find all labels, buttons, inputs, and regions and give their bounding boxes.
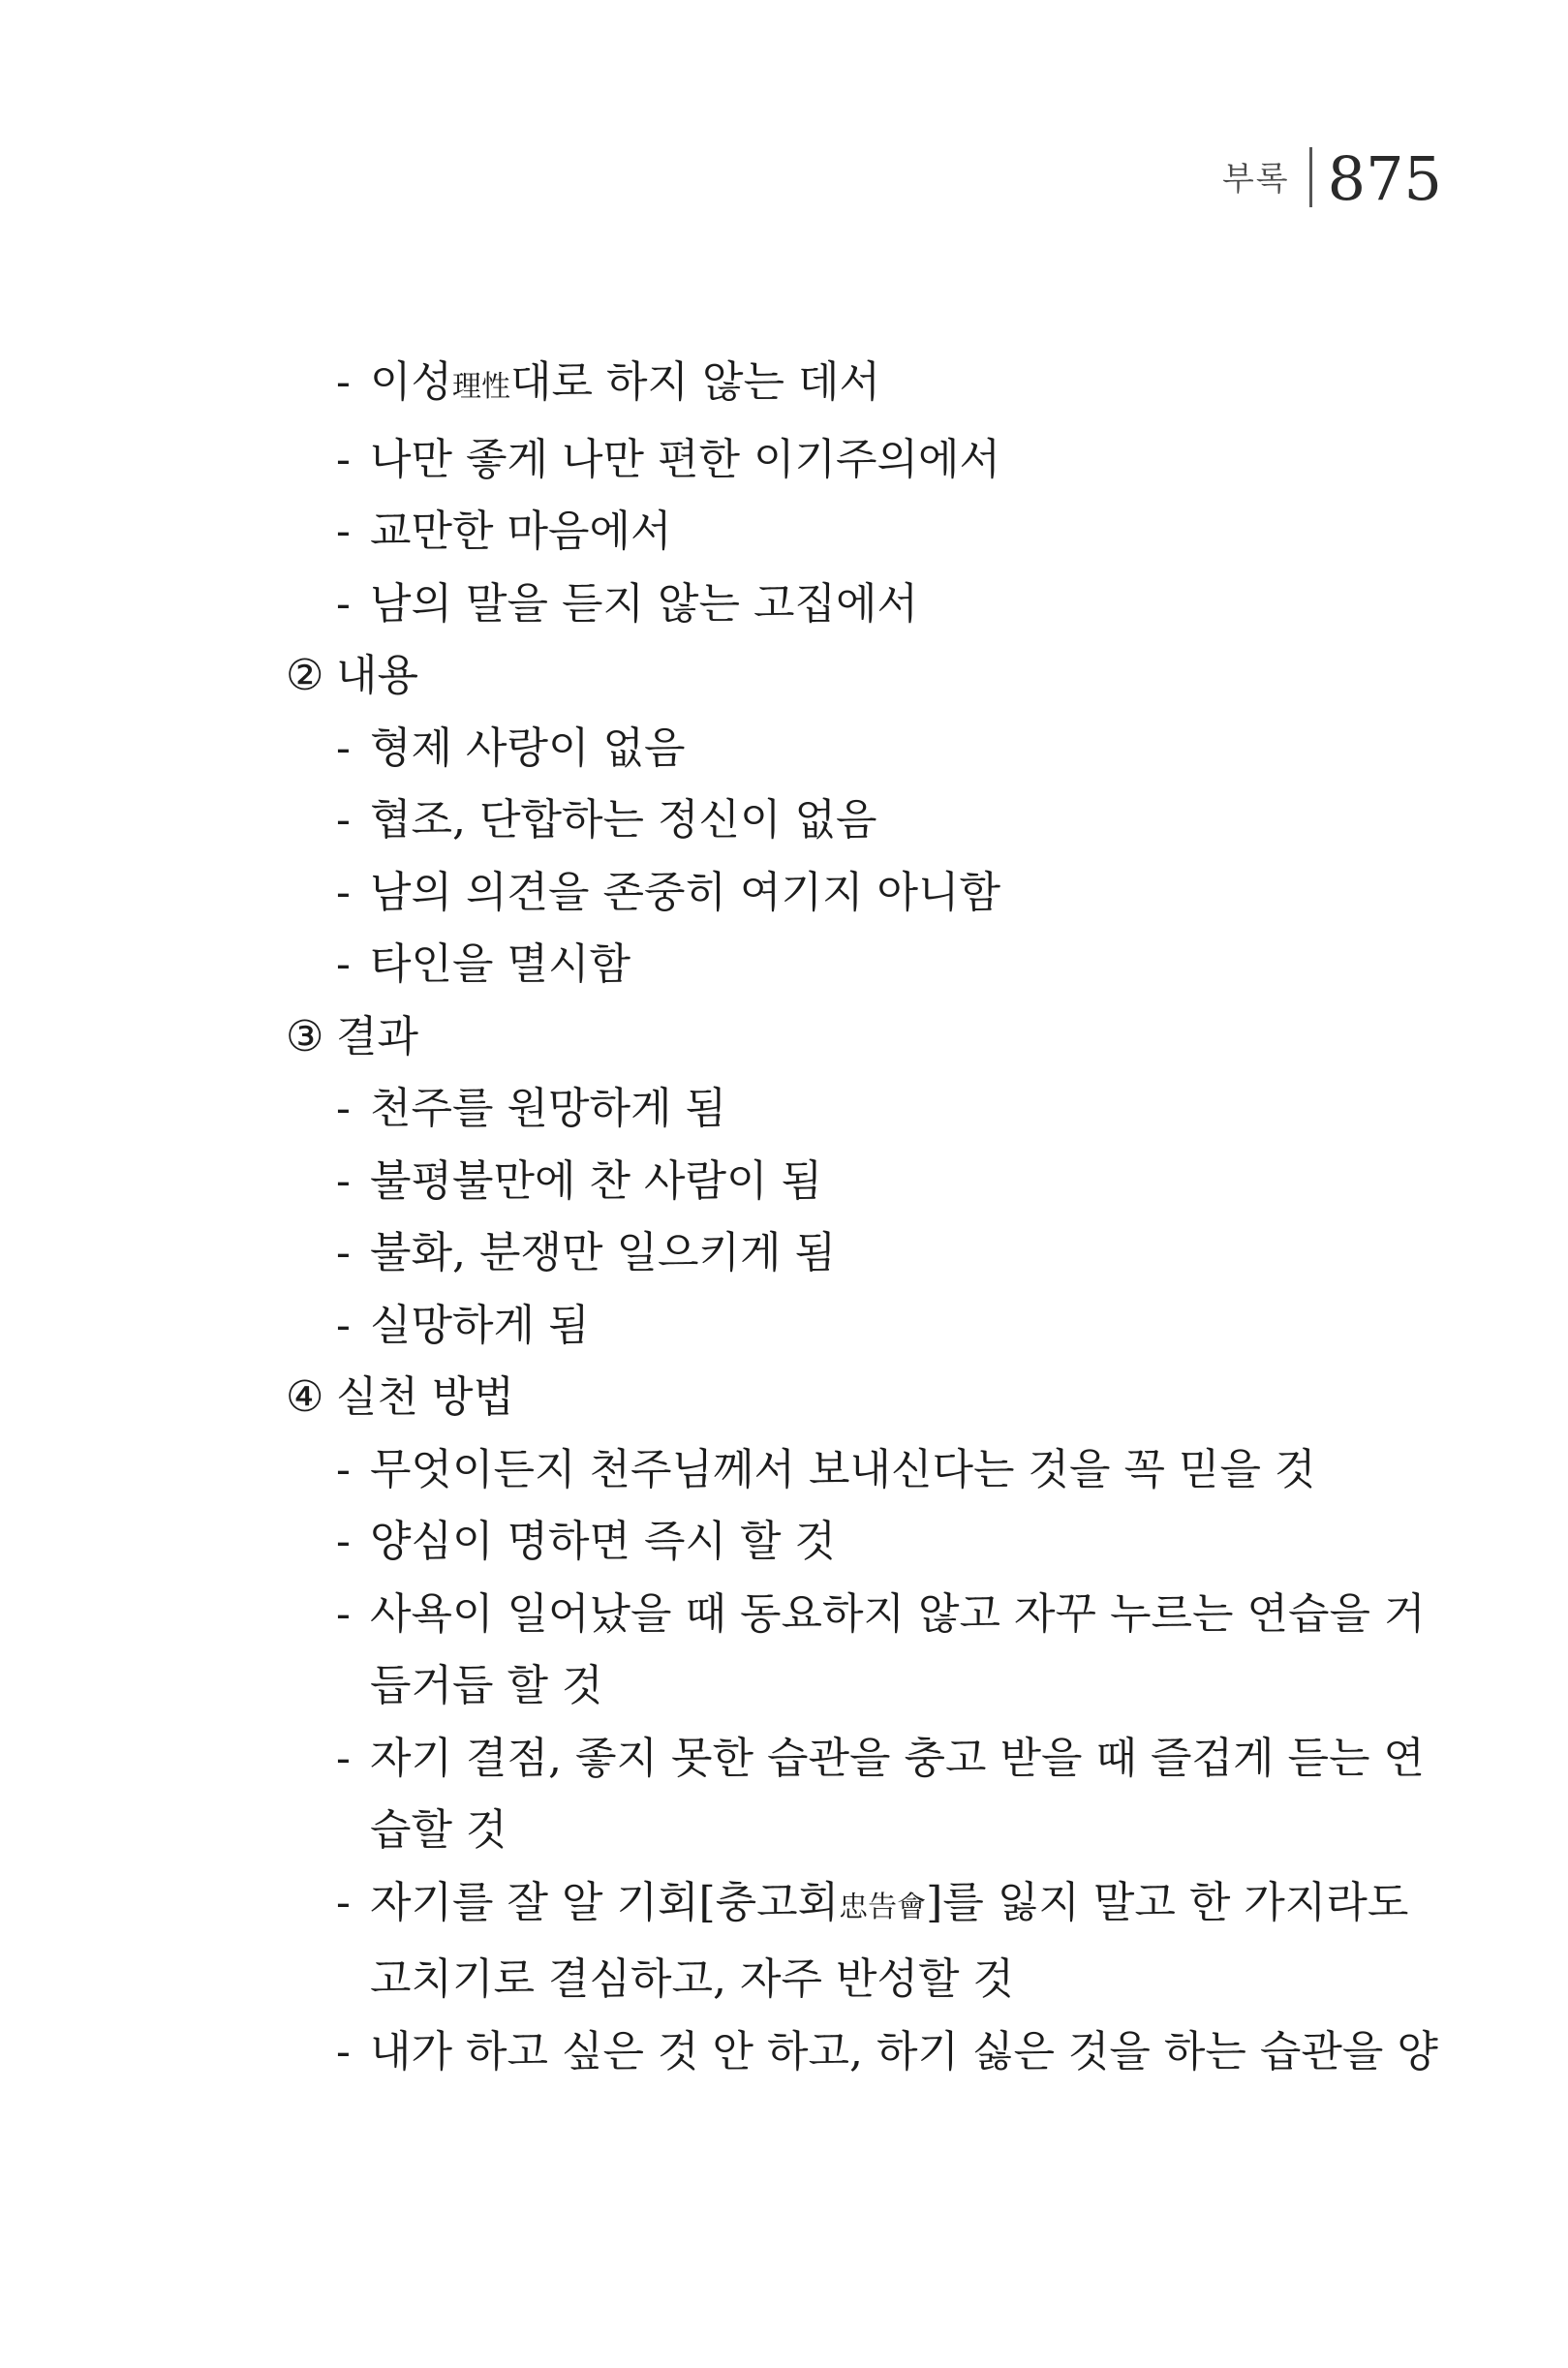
list-item xyxy=(286,347,1332,424)
list-item xyxy=(286,1867,1409,1945)
section-heading xyxy=(286,640,1332,713)
line-text: 불평불만에 찬 사람이 됨 xyxy=(370,1155,822,1206)
dash-bullet: - xyxy=(336,1300,351,1350)
line-text: 협조, 단합하는 정신이 없음 xyxy=(370,795,877,845)
section-heading xyxy=(286,1362,1332,1434)
dash-bullet: - xyxy=(336,1155,351,1206)
line-text: 내가 하고 싶은 것 안 하고, 하기 싫은 것을 하는 습관을 양 xyxy=(370,2026,1438,2076)
dash-bullet: - xyxy=(336,507,351,556)
dash-bullet: - xyxy=(336,867,351,917)
dash-bullet: - xyxy=(336,1444,351,1494)
dash-bullet: - xyxy=(336,1084,351,1133)
dash-bullet: - xyxy=(336,723,351,773)
dash-bullet: - xyxy=(336,434,351,484)
line-text: 자기 결점, 좋지 못한 습관을 충고 받을 때 즐겁게 듣는 연 xyxy=(370,1733,1425,1783)
dash-bullet: - xyxy=(336,939,351,989)
line-text: 듭거듭 할 것 xyxy=(370,1661,603,1710)
line-text-rest: 대로 하지 않는 데서 xyxy=(510,357,881,407)
line-text: 고치기로 결심하고, 자주 반성할 것 xyxy=(370,1954,1014,2004)
dash-bullet: - xyxy=(336,357,351,407)
line-text: 나만 좋게 나만 편한 이기주의에서 xyxy=(370,434,1000,484)
heading-number: ② xyxy=(286,651,324,700)
line-text: 남의 말을 듣지 않는 고집에서 xyxy=(370,578,918,629)
dash-bullet: - xyxy=(336,1733,351,1783)
list-item xyxy=(286,857,1332,930)
line-text: 교만한 마음에서 xyxy=(370,507,672,556)
list-item xyxy=(286,569,1332,641)
list-item xyxy=(286,929,1332,1001)
header-divider xyxy=(1309,147,1312,207)
hanja-gloss: 理性 xyxy=(452,370,511,404)
list-item xyxy=(286,1073,1332,1146)
list-item xyxy=(286,1506,1332,1579)
list-item xyxy=(286,1146,1332,1218)
hanja-gloss: 忠告會 xyxy=(839,1890,927,1924)
line-text-rest: ]를 잃지 말고 한 가지라도 xyxy=(926,1877,1409,1927)
line-text: 남의 의견을 존중히 여기지 아니함 xyxy=(370,867,1000,917)
body-text xyxy=(286,347,1438,2088)
list-item-continuation xyxy=(286,1795,1332,1867)
line-text: 실천 방법 xyxy=(336,1372,515,1422)
line-text: 무엇이든지 천주님께서 보내신다는 것을 꼭 믿을 것 xyxy=(370,1444,1316,1494)
line-text: 이성 xyxy=(370,357,453,407)
dash-bullet: - xyxy=(336,795,351,845)
line-text: 내용 xyxy=(336,651,419,700)
section-heading xyxy=(286,1001,1332,1074)
list-item xyxy=(286,1579,1426,1651)
list-item xyxy=(286,2016,1438,2089)
list-item xyxy=(286,1290,1332,1363)
list-item xyxy=(286,1723,1425,1796)
dash-bullet: - xyxy=(336,1517,351,1566)
list-item xyxy=(286,1434,1332,1507)
running-head xyxy=(1222,136,1442,213)
line-text: 타인을 멸시함 xyxy=(370,939,631,989)
line-text: 양심이 명하면 즉시 할 것 xyxy=(370,1517,836,1566)
line-text: 결과 xyxy=(336,1011,419,1061)
dash-bullet: - xyxy=(336,1588,351,1639)
line-text: 습할 것 xyxy=(370,1805,507,1855)
dash-bullet: - xyxy=(336,1877,351,1927)
list-item xyxy=(286,1217,1332,1290)
line-text: 실망하게 됨 xyxy=(370,1300,590,1350)
dash-bullet: - xyxy=(336,2026,351,2076)
list-item-continuation xyxy=(286,1650,1332,1723)
dash-bullet: - xyxy=(336,1228,351,1277)
line-text: 자기를 잘 알 기회[충고회 xyxy=(370,1877,840,1927)
section-label: 부록 xyxy=(1221,160,1290,199)
list-item xyxy=(286,424,1332,497)
line-text: 형제 사랑이 없음 xyxy=(370,723,686,773)
line-text: 사욕이 일어났을 때 동요하지 않고 자꾸 누르는 연습을 거 xyxy=(370,1588,1426,1639)
dash-bullet: - xyxy=(336,578,351,629)
heading-number: ④ xyxy=(286,1372,324,1422)
line-text: 천주를 원망하게 됨 xyxy=(370,1084,727,1133)
list-item xyxy=(286,496,1332,569)
list-item xyxy=(286,713,1332,785)
list-item-continuation xyxy=(286,1944,1332,2016)
line-text: 불화, 분쟁만 일으키게 됨 xyxy=(370,1228,836,1277)
list-item xyxy=(286,784,1332,857)
heading-number: ③ xyxy=(286,1011,324,1061)
page-number: 875 xyxy=(1327,143,1442,214)
